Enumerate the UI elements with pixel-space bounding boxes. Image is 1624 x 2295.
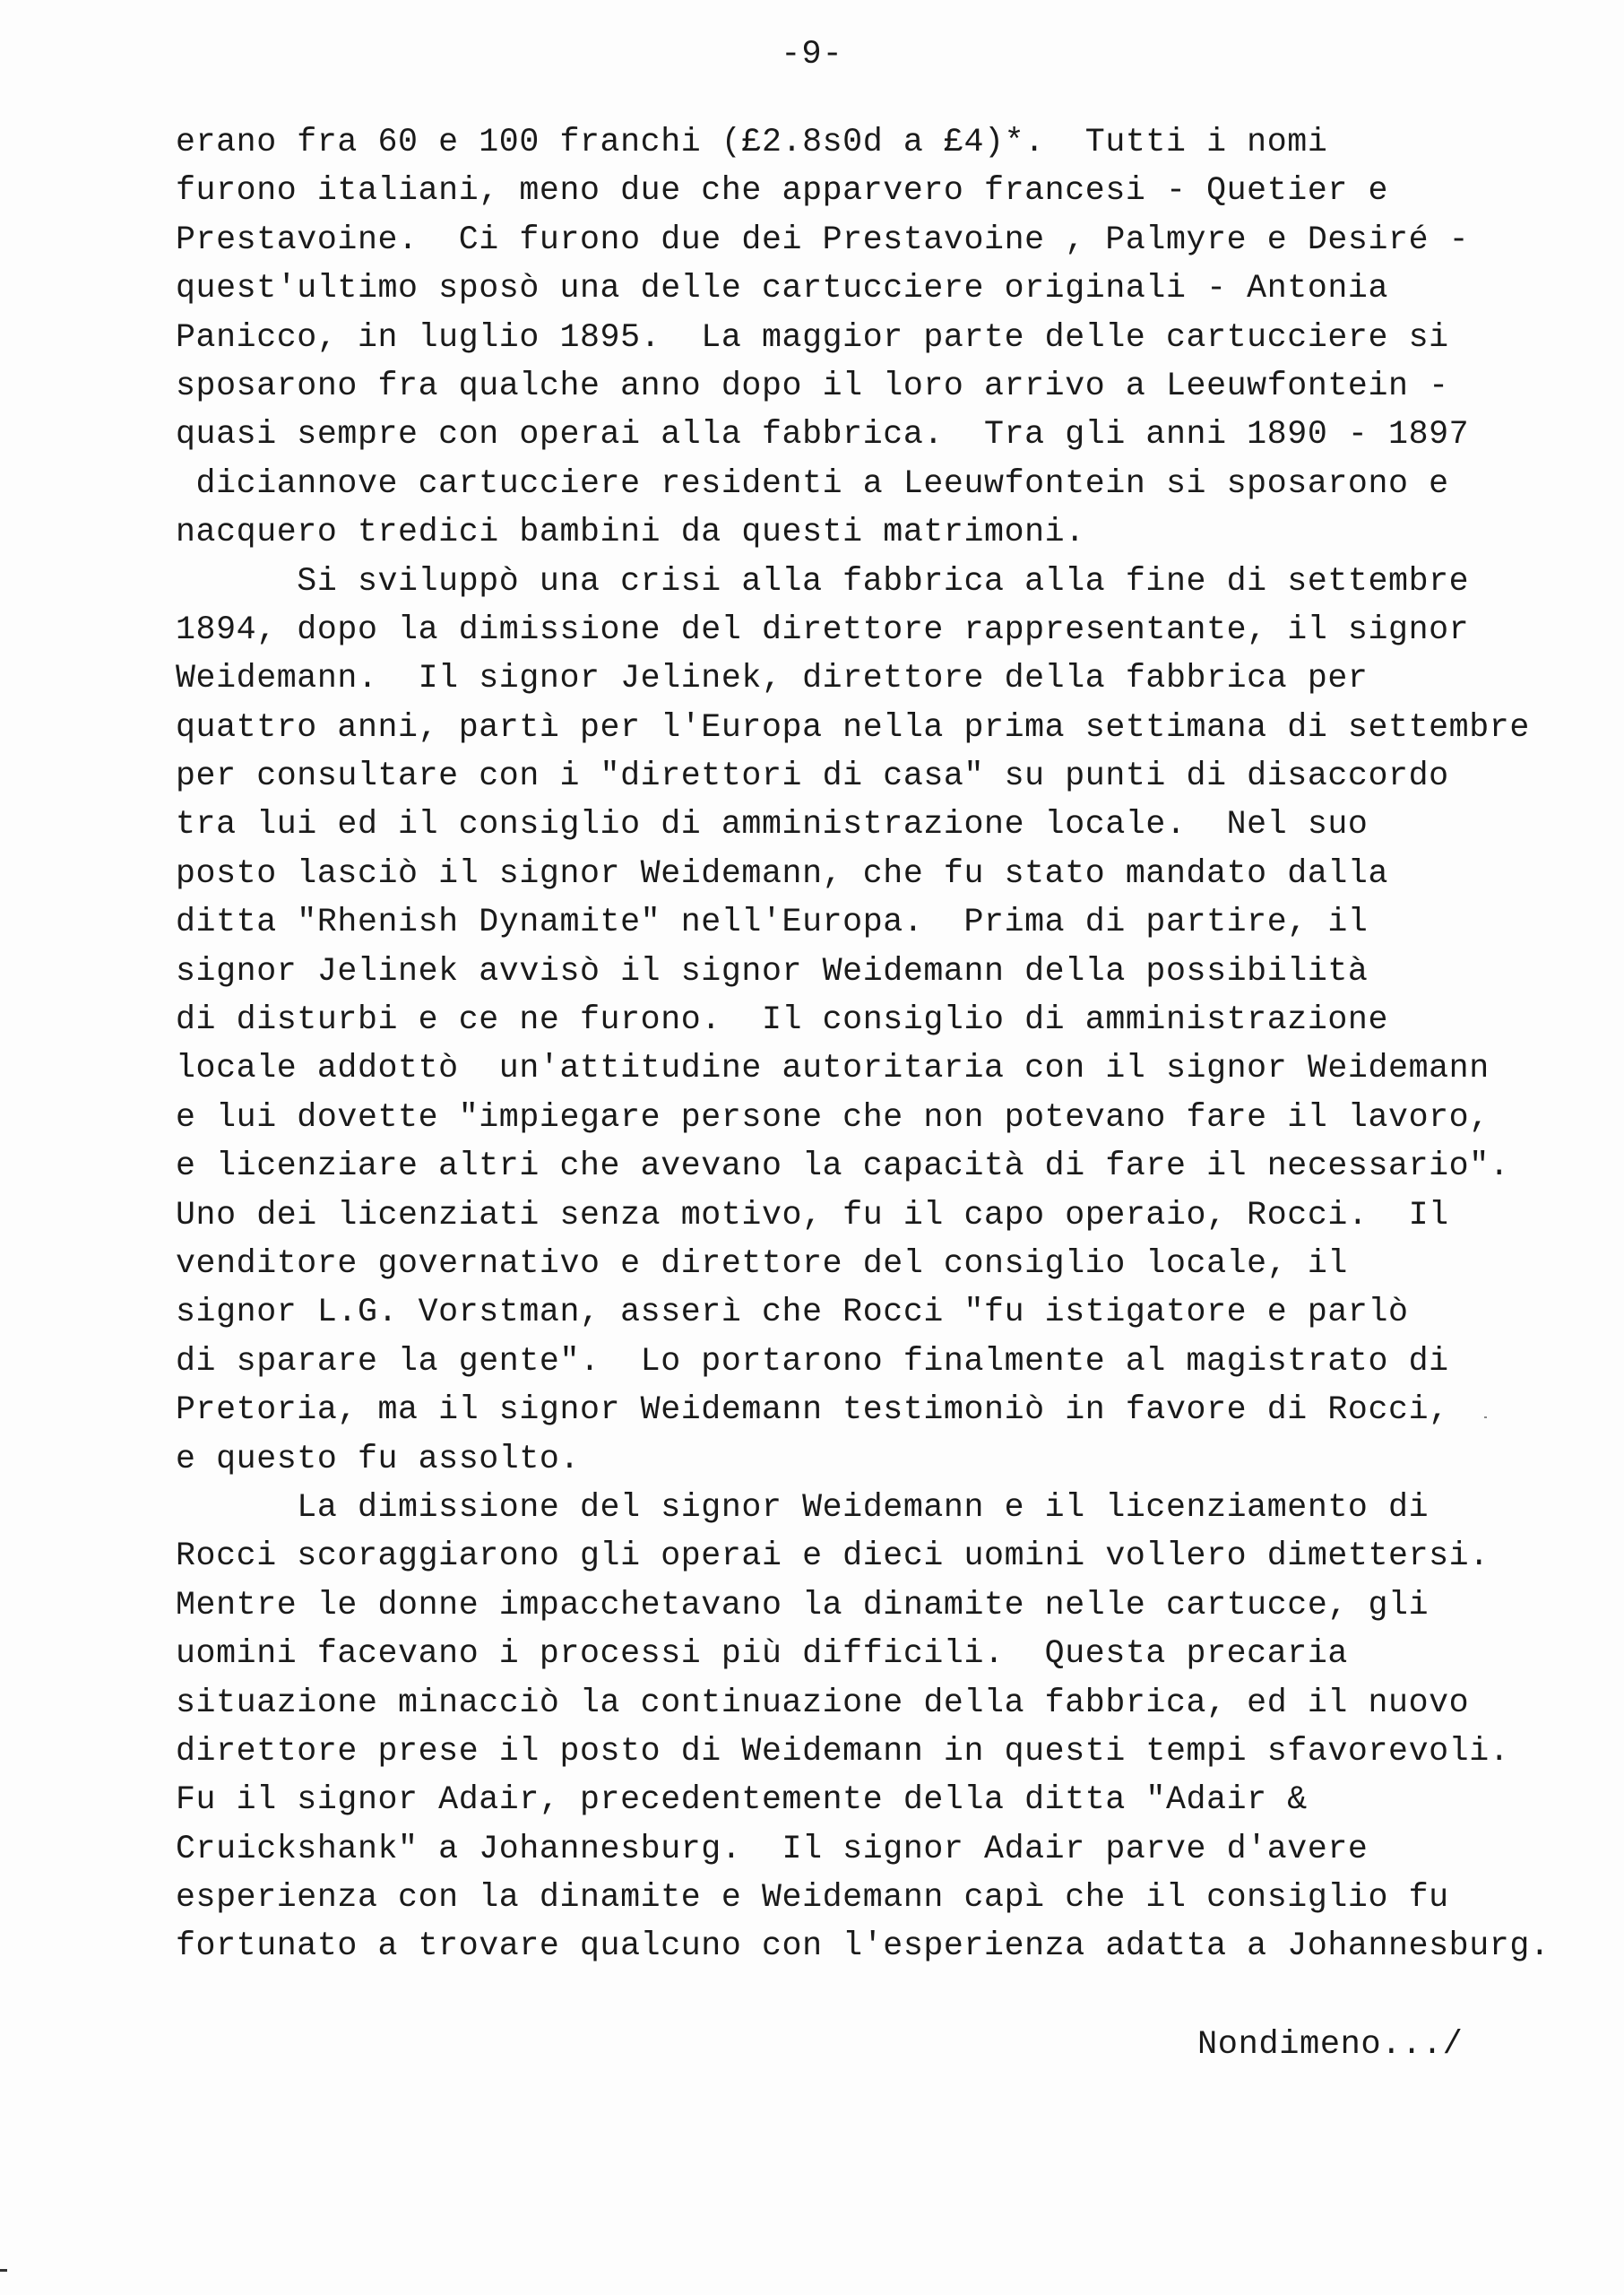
text-line: nacquero tredici bambini da questi matrimoni.	[176, 514, 1085, 551]
text-line: direttore prese il posto di Weidemann in questi tempi sfavorevoli.	[176, 1732, 1510, 1770]
text-line: Mentre le donne impacchetavano la dinamite nelle cartucce, gli	[176, 1586, 1430, 1624]
margin-mark	[0, 2269, 7, 2272]
text-line: uomini facevano i processi più difficili. Questa precaria	[176, 1635, 1348, 1673]
text-line: furono italiani, meno due che apparvero francesi - Quetier e	[176, 172, 1389, 210]
paragraph-start-line: Si sviluppò una crisi alla fabbrica alla fine di settembre	[176, 562, 1470, 600]
text-line: fortunato a trovare qualcuno con l'esperienza adatta a Johannesburg.	[176, 1927, 1551, 1965]
text-line: sposarono fra qualche anno dopo il loro arrivo a Leeuwfontein -	[176, 367, 1449, 404]
text-line: e questo fu assolto.	[176, 1440, 581, 1477]
text-line: Cruickshank" a Johannesburg. Il signor Adair parve d'avere	[176, 1830, 1369, 1867]
text-line: situazione minacciò la continuazione della fabbrica, ed il nuovo	[176, 1684, 1470, 1721]
text-line: e lui dovette "impiegare persone che non potevano fare il lavoro,	[176, 1098, 1490, 1136]
text-line: Panicco, in luglio 1895. La maggior parte delle cartucciere si	[176, 318, 1449, 356]
text-line: Rocci scoraggiarono gli operai e dieci uomini vollero dimettersi.	[176, 1537, 1490, 1575]
text-line: erano fra 60 e 100 franchi (£2.8s0d a £4)*. Tutti i nomi	[176, 124, 1328, 160]
text-line: e licenziare altri che avevano la capacità di fare il necessario".	[176, 1148, 1510, 1185]
text-line: Pretoria, ma il signor Weidemann testimoniò in favore di Rocci,	[176, 1391, 1449, 1429]
text-line: Uno dei licenziati senza motivo, fu il capo operaio, Rocci. Il	[176, 1196, 1449, 1234]
text-line: di disturbi e ce ne furono. Il consiglio di amministrazione	[176, 1001, 1389, 1039]
text-line: 1894, dopo la dimissione del direttore rappresentante, il signor	[176, 611, 1470, 648]
text-line: locale addottò un'attitudine autoritaria con il signor Weidemann	[176, 1050, 1490, 1087]
text-line: tra lui ed il consiglio di amministrazione locale. Nel suo	[176, 806, 1369, 844]
text-line: diciannove cartucciere residenti a Leeuwfontein si sposarono e	[176, 464, 1449, 502]
text-line: esperienza con la dinamite e Weidemann capì che il consiglio fu	[176, 1879, 1449, 1917]
text-line: per consultare con i "direttori di casa" su punti di disaccordo	[176, 758, 1449, 795]
text-line: posto lasciò il signor Weidemann, che fu stato mandato dalla	[176, 854, 1389, 892]
text-line: quest'ultimo sposò una delle cartucciere originali - Antonia	[176, 270, 1389, 307]
scan-speck	[1484, 1416, 1487, 1418]
text-line: Prestavoine. Ci furono due dei Prestavoine , Palmyre e Desiré -	[176, 221, 1470, 258]
page-number: -9-	[781, 36, 843, 74]
paragraph-start-line: La dimissione del signor Weidemann e il licenziamento di	[176, 1488, 1430, 1526]
text-line: ditta "Rhenish Dynamite" nell'Europa. Prima di partire, il	[176, 904, 1369, 941]
text-line: signor Jelinek avvisò il signor Weidemann della possibilità	[176, 952, 1369, 990]
body-text	[176, 118, 1551, 1971]
text-line: di sparare la gente". Lo portarono finalmente al magistrato di	[176, 1342, 1449, 1380]
text-line: Weidemann. Il signor Jelinek, direttore della fabbrica per	[176, 660, 1369, 697]
text-line: Fu il signor Adair, precedentemente della ditta "Adair &	[176, 1781, 1308, 1819]
text-line: signor L.G. Vorstman, asserì che Rocci "fu istigatore e parlò	[176, 1294, 1409, 1331]
text-line: venditore governativo e direttore del consiglio locale, il	[176, 1244, 1348, 1282]
text-line: quattro anni, partì per l'Europa nella prima settimana di settembre	[176, 708, 1530, 746]
continuation-note: Nondimeno.../	[1197, 2026, 1464, 2064]
text-line: quasi sempre con operai alla fabbrica. Tra gli anni 1890 - 1897	[176, 416, 1470, 454]
